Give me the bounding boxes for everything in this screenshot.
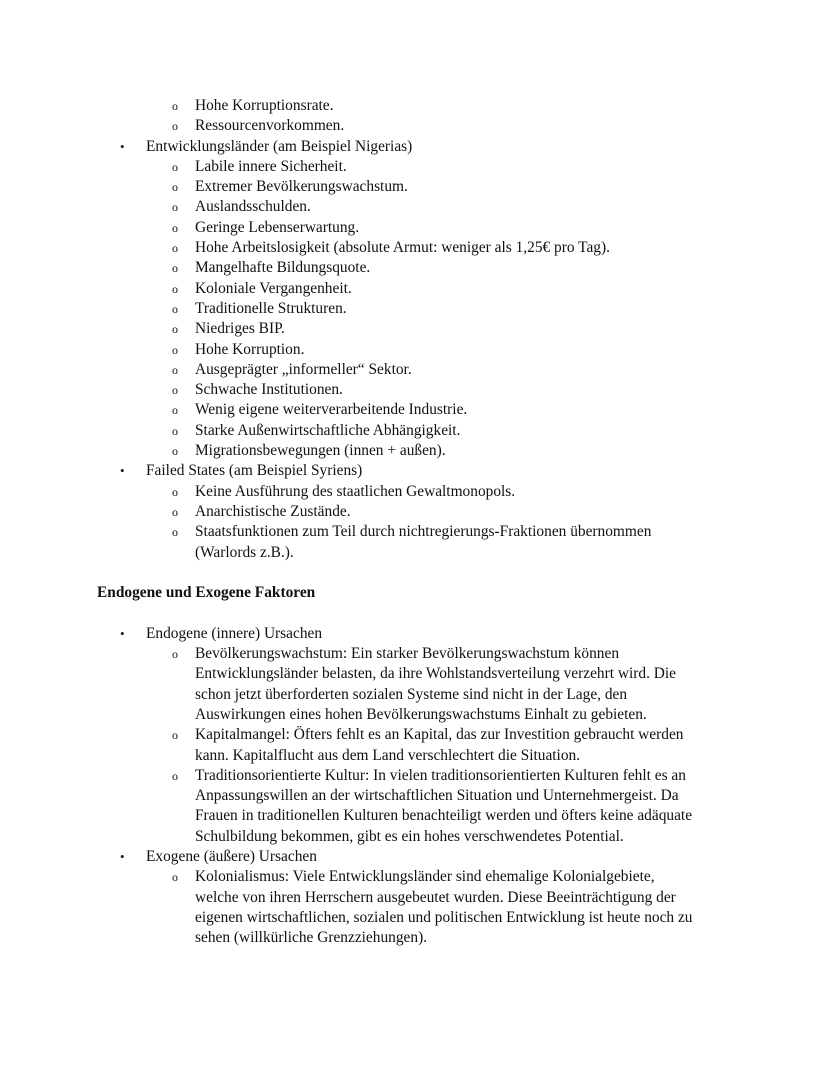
sub-bullet-item [0, 522, 828, 563]
text-line [0, 441, 828, 461]
circle-bullet-icon: o [172, 159, 178, 174]
line-text: (Warlords z.B.). [195, 543, 294, 561]
line-text: Traditionelle Strukturen. [195, 299, 347, 317]
sub-bullet-item [0, 400, 828, 420]
line-text: Traditionsorientierte Kultur: In vielen traditionsorientierten Kulturen fehlt es an [195, 766, 686, 784]
line-text: Entwicklungsländer belasten, da ihre Wohlstandsverteilung verzehrt wird. Die [195, 665, 677, 683]
text-line [0, 299, 828, 319]
text-line [0, 522, 828, 542]
circle-bullet-icon: o [172, 484, 178, 499]
text-line [0, 421, 828, 441]
sub-bullet-item [0, 725, 828, 766]
circle-bullet-icon: o [172, 281, 178, 296]
text-line [0, 644, 828, 664]
text-line [0, 96, 828, 116]
line-text: Exogene (äußere) Ursachen [146, 847, 317, 865]
text-line [0, 177, 828, 197]
blank-line [0, 603, 828, 623]
line-text: Bevölkerungswachstum: Ein starker Bevölkerungswachstum können [195, 645, 620, 663]
line-text: kann. Kapitalflucht aus dem Land verschlechtert die Situation. [195, 746, 581, 764]
sub-bullet-item [0, 482, 828, 502]
sub-bullet-item [0, 502, 828, 522]
text-line [0, 908, 828, 928]
line-text: Entwicklungsländer (am Beispiel Nigerias) [146, 137, 413, 155]
line-text: Geringe Lebenserwartung. [195, 218, 360, 236]
text-line [0, 360, 828, 380]
circle-bullet-icon: o [172, 220, 178, 235]
sub-bullet-item [0, 197, 828, 217]
line-text: Hohe Korruptionsrate. [195, 97, 334, 114]
circle-bullet-icon: o [172, 301, 178, 316]
circle-bullet-icon: o [172, 403, 178, 418]
text-line [0, 543, 828, 563]
line-text: Schwache Institutionen. [195, 381, 343, 399]
text-line [0, 461, 828, 481]
sub-bullet-item [0, 258, 828, 278]
text-line [0, 563, 828, 583]
text-line [0, 258, 828, 278]
section-heading [0, 583, 828, 603]
text-line [0, 197, 828, 217]
line-text: Anpassungswillen an der wirtschaftlichen Situation und Unternehmergeist. Da [195, 787, 679, 805]
bullet-item [0, 624, 828, 644]
line-text: Keine Ausführung des staatlichen Gewaltmonopols. [195, 482, 516, 500]
text-line [0, 746, 828, 766]
text-line [0, 705, 828, 725]
text-line [0, 766, 828, 786]
line-text: Auswirkungen eines hohen Bevölkerungswachstums Einhalt zu gebieten. [195, 705, 647, 723]
circle-bullet-icon: o [172, 444, 178, 459]
line-text: Labile innere Sicherheit. [195, 157, 347, 175]
bullet-icon: • [120, 848, 125, 864]
sub-bullet-item [0, 279, 828, 299]
line-text: Starke Außenwirtschaftliche Abhängigkeit. [195, 421, 461, 439]
text-line [0, 928, 828, 948]
text-line [0, 867, 828, 887]
line-text: Ausgeprägter „informeller“ Sektor. [195, 360, 412, 378]
bullet-icon: • [120, 138, 125, 154]
bullet-icon: • [120, 463, 125, 479]
bullet-icon: • [120, 625, 125, 641]
circle-bullet-icon: o [172, 647, 178, 662]
sub-bullet-item [0, 116, 828, 136]
text-line [0, 482, 828, 502]
line-text: Kapitalmangel: Öfters fehlt es an Kapital, das zur Investition gebraucht werden [195, 726, 684, 744]
sub-bullet-item [0, 867, 828, 948]
circle-bullet-icon: o [172, 261, 178, 276]
circle-bullet-icon: o [172, 362, 178, 377]
line-text: Auslandsschulden. [195, 198, 311, 216]
circle-bullet-icon: o [172, 241, 178, 256]
text-line [0, 786, 828, 806]
circle-bullet-icon: o [172, 525, 178, 540]
circle-bullet-icon: o [172, 200, 178, 215]
line-text: Failed States (am Beispiel Syriens) [146, 462, 363, 480]
line-text: sehen (willkürliche Grenzziehungen). [195, 929, 428, 947]
text-line [0, 137, 828, 157]
line-text: Wenig eigene weiterverarbeitende Industrie. [195, 401, 468, 419]
line-text: Frauen in traditionellen Kulturen benachteiligt werden und öfters keine adäquate [195, 807, 693, 825]
document-content [0, 96, 828, 948]
text-line [0, 888, 828, 908]
text-line [0, 583, 828, 603]
line-text: schon jetzt überforderten sozialen Systeme sind nicht in der Lage, den [195, 685, 628, 703]
sub-bullet-item [0, 218, 828, 238]
sub-bullet-item [0, 380, 828, 400]
sub-bullet-item [0, 157, 828, 177]
text-line [0, 279, 828, 299]
line-text: Schulbildung bekommen, gibt es ein hohes verschwendetes Potential. [195, 827, 624, 845]
sub-bullet-item [0, 238, 828, 258]
circle-bullet-icon: o [172, 728, 178, 743]
text-line [0, 218, 828, 238]
sub-bullet-item [0, 340, 828, 360]
text-line [0, 116, 828, 136]
sub-bullet-item [0, 299, 828, 319]
text-line [0, 624, 828, 644]
text-line [0, 380, 828, 400]
text-line [0, 827, 828, 847]
line-text: eigenen wirtschaftlichen, sozialen und politischen Entwicklung ist heute noch zu [195, 908, 693, 926]
circle-bullet-icon: o [172, 870, 178, 885]
circle-bullet-icon: o [172, 99, 178, 113]
line-text: Kolonialismus: Viele Entwicklungsländer sind ehemalige Kolonialgebiete, [195, 868, 655, 886]
line-text: Anarchistische Zustände. [195, 502, 351, 520]
text-line [0, 157, 828, 177]
bullet-item [0, 461, 828, 481]
bullet-item [0, 847, 828, 867]
text-line [0, 502, 828, 522]
circle-bullet-icon: o [172, 119, 178, 134]
line-text: Endogene (innere) Ursachen [146, 624, 323, 642]
circle-bullet-icon: o [172, 504, 178, 519]
text-line [0, 806, 828, 826]
line-text: Mangelhafte Bildungsquote. [195, 259, 371, 277]
line-text: Migrationsbewegungen (innen + außen). [195, 442, 446, 460]
circle-bullet-icon: o [172, 180, 178, 195]
text-line [0, 847, 828, 867]
circle-bullet-icon: o [172, 383, 178, 398]
text-line [0, 664, 828, 684]
sub-bullet-item [0, 319, 828, 339]
text-line [0, 238, 828, 258]
circle-bullet-icon: o [172, 768, 178, 783]
text-line [0, 400, 828, 420]
line-text: Extremer Bevölkerungswachstum. [195, 178, 408, 196]
sub-bullet-item [0, 421, 828, 441]
blank-line [0, 563, 828, 583]
line-text: Niedriges BIP. [195, 320, 285, 338]
bullet-item [0, 137, 828, 157]
text-line [0, 603, 828, 623]
line-text: Staatsfunktionen zum Teil durch nichtregierungs-Fraktionen übernommen [195, 523, 652, 541]
sub-bullet-item [0, 360, 828, 380]
sub-bullet-item [0, 644, 828, 725]
sub-bullet-item [0, 766, 828, 847]
line-text: welche von ihren Herrschern ausgebeutet wurden. Diese Beeinträchtigung der [195, 888, 676, 906]
line-text: Hohe Arbeitslosigkeit (absolute Armut: weniger als 1,25€ pro Tag). [195, 239, 610, 257]
line-text: Koloniale Vergangenheit. [195, 279, 352, 297]
sub-bullet-item [0, 96, 828, 116]
text-line [0, 685, 828, 705]
line-text: Endogene und Exogene Faktoren [97, 584, 316, 602]
sub-bullet-item [0, 177, 828, 197]
text-line [0, 725, 828, 745]
text-line [0, 319, 828, 339]
line-text: Hohe Korruption. [195, 340, 305, 358]
circle-bullet-icon: o [172, 322, 178, 337]
circle-bullet-icon: o [172, 423, 178, 438]
text-line [0, 340, 828, 360]
sub-bullet-item [0, 441, 828, 461]
line-text: Ressourcenvorkommen. [195, 117, 345, 135]
circle-bullet-icon: o [172, 342, 178, 357]
